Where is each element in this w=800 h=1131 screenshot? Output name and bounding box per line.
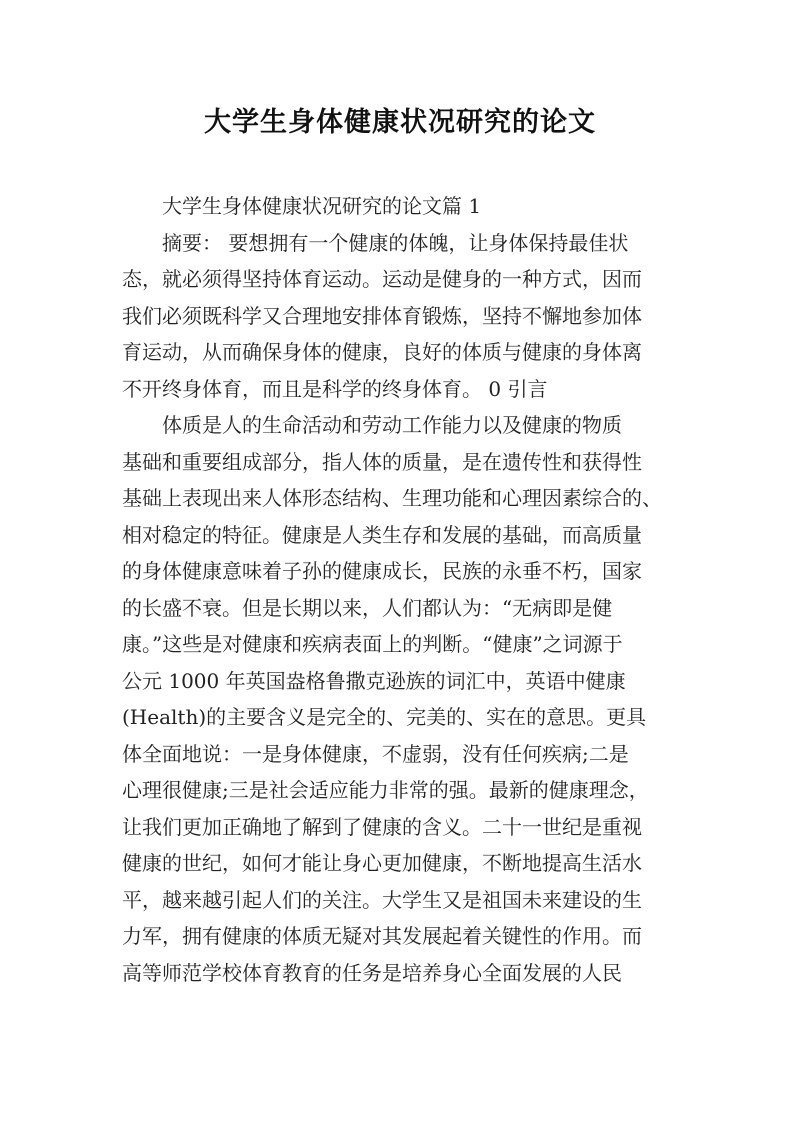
paragraph-line: 高等师范学校体育教育的任务是培养身心全面发展的人民 bbox=[122, 960, 622, 985]
paragraph-line: 康。”这些是对健康和疾病表面上的判断。“健康”之词源于 bbox=[122, 632, 623, 656]
abstract-line: 我们必须既科学又合理地安排体育锻炼，坚持不懈地参加体 bbox=[122, 303, 642, 328]
paragraph-line: 相对稳定的特征。健康是人类生存和发展的基础，而高质量 bbox=[122, 522, 642, 547]
paragraph-line: 平，越来越引起人们的关注。大学生又是祖国未来建设的生 bbox=[122, 887, 642, 912]
paragraph-line: 心理很健康;三是社会适应能力非常的强。最新的健康理念， bbox=[122, 778, 649, 802]
paragraph-line: 健康的世纪，如何才能让身心更加健康，不断地提高生活水 bbox=[122, 851, 642, 875]
paragraph-line: (Health)的主要含义是完全的、完美的、实在的意思。更具 bbox=[122, 705, 647, 729]
paragraph-line: 基础上表现出来人体形态结构、生理功能和心理因素综合的、 bbox=[122, 486, 662, 510]
section-heading: 大学生身体健康状况研究的论文篇 1 bbox=[162, 194, 482, 218]
abstract-line: 态，就必须得坚持体育运动。运动是健身的一种方式，因而 bbox=[122, 267, 642, 291]
document-title: 大学生身体健康状况研究的论文 bbox=[204, 107, 596, 138]
paragraph-line: 公元 1000 年英国盎格鲁撒克逊族的词汇中，英语中健康 bbox=[122, 668, 626, 693]
abstract-line: 不开终身体育，而且是科学的终身体育。 0 引言 bbox=[122, 376, 548, 401]
paragraph-line: 力军，拥有健康的体质无疑对其发展起着关键性的作用。而 bbox=[122, 924, 642, 948]
document-body bbox=[122, 188, 682, 991]
paragraph-line: 的长盛不衰。但是长期以来，人们都认为：“无病即是健 bbox=[122, 595, 613, 620]
paragraph-line: 体全面地说：一是身体健康，不虚弱，没有任何疾病;二是 bbox=[122, 741, 629, 766]
paragraph-line: 让我们更加正确地了解到了健康的含义。二十一世纪是重视 bbox=[122, 814, 642, 839]
paragraph-line: 体质是人的生命活动和劳动工作能力以及健康的物质 bbox=[162, 413, 622, 437]
paragraph-line: 基础和重要组成部分，指人体的质量，是在遗传性和获得性 bbox=[122, 449, 642, 474]
abstract-line: 摘要： 要想拥有一个健康的体魄，让身体保持最佳状 bbox=[162, 230, 629, 255]
paragraph-line: 的身体健康意味着子孙的健康成长，民族的永垂不朽，国家 bbox=[122, 559, 642, 583]
abstract-line: 育运动，从而确保身体的健康，良好的体质与健康的身体离 bbox=[122, 340, 642, 364]
